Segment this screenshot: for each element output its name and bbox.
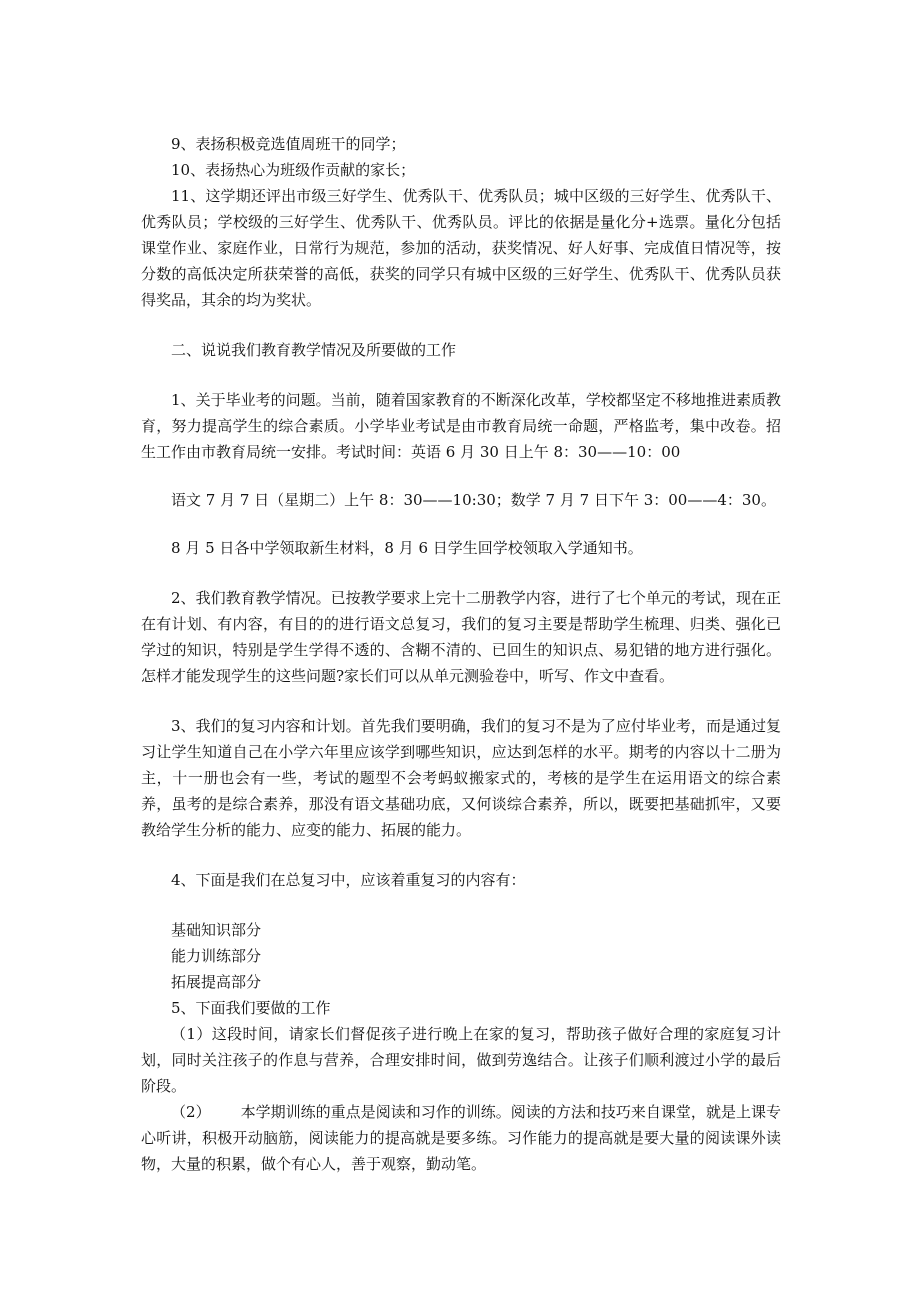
list-item: 能力训练部分 bbox=[171, 947, 262, 965]
point-1: 1、关于毕业考的问题。当前，随着国家教育的不断深化改革，学校都坚定不移地推进素质教育，努力提高学生的综合素质。小学毕业考试是由市教育局统一命题，严格监考，集中改卷。招生工作由市教育局统一安排。考试时间：英语 6 月 30 日上午 8：30——10：00 bbox=[141, 391, 781, 461]
point-3: 3、我们的复习内容和计划。首先我们要明确，我们的复习不是为了应付毕业考，而是通过复习让学生知道自己在小学六年里应该学到哪些知识，应达到怎样的水平。期考的内容以十二册为主，十一册也会有一些，考试的题型不会考蚂蚁搬家式的，考核的是学生在运用语文的综合素养，虽考的是综合素养，那没有语文基础功底，又何谈综合素养，所以，既要把基础抓牢，又要教给学生分析的能力、应变的能力、拓展的能力。 bbox=[141, 717, 781, 839]
sub-2-text: 本学期训练的重点是阅读和习作的训练。阅读的方法和技巧来自课堂，就是上课专心听讲，积极开动脑筋，阅读能力的提高就是要多练。习作能力的提高就是要大量的阅读课外读物，大量的积累，做个有心人，善于观察，勤动笔。 bbox=[141, 1103, 781, 1173]
list-item: 拓展提高部分 bbox=[171, 973, 262, 991]
point-4: 4、下面是我们在总复习中，应该着重复习的内容有： bbox=[171, 871, 526, 889]
point-2: 2、我们教育教学情况。已按教学要求上完十二册教学内容，进行了七个单元的考试，现在正在有计划、有内容，有目的的进行语文总复习，我们的复习主要是帮助学生梳理、归类、强化已学过的知识，特别是学生学得不透的、含糊不清的、已回生的知识点、易犯错的地方进行强化。怎样才能发现学生的这些问题?家长们可以从单元测验卷中，听写、作文中查看。 bbox=[141, 589, 781, 685]
point-5-sub-1: （1）这段时间，请家长们督促孩子进行晚上在家的复习，帮助孩子做好合理的家庭复习计划，同时关注孩子的作息与营养，合理安排时间，做到劳逸结合。让孩子们顺利渡过小学的最后阶段。 bbox=[141, 1025, 781, 1095]
point-5: 5、下面我们要做的工作 bbox=[171, 999, 331, 1017]
enrollment-dates: 8 月 5 日各中学领取新生材料，8 月 6 日学生回学校领取入学通知书。 bbox=[171, 539, 643, 557]
section-heading: 二、说说我们教育教学情况及所要做的工作 bbox=[171, 341, 457, 359]
sub-2-label: （2） bbox=[171, 1103, 211, 1121]
exam-schedule: 语文 7 月 7 日（星期二）上午 8：30——10:30；数学 7 月 7 日下午 3：00——4：30。 bbox=[171, 491, 776, 509]
document-body bbox=[141, 131, 781, 1177]
point-5-sub-2 bbox=[141, 1099, 781, 1177]
list-item: 基础知识部分 bbox=[171, 921, 262, 939]
item-10: 10、表扬热心为班级作贡献的家长； bbox=[171, 161, 416, 179]
item-9: 9、表扬积极竞选值周班干的同学； bbox=[171, 135, 406, 153]
item-11: 11、这学期还评出市级三好学生、优秀队干、优秀队员；城中区级的三好学生、优秀队干、优秀队员；学校级的三好学生、优秀队干、优秀队员。评比的依据是量化分+选票。量化分包括课堂作业、家庭作业，日常行为规范，参加的活动，获奖情况、好人好事、完成值日情况等，按分数的高低决定所获荣誉的高低，获奖的同学只有城中区级的三好学生、优秀队干、优秀队员获得奖品，其余的均为奖状。 bbox=[141, 187, 781, 309]
